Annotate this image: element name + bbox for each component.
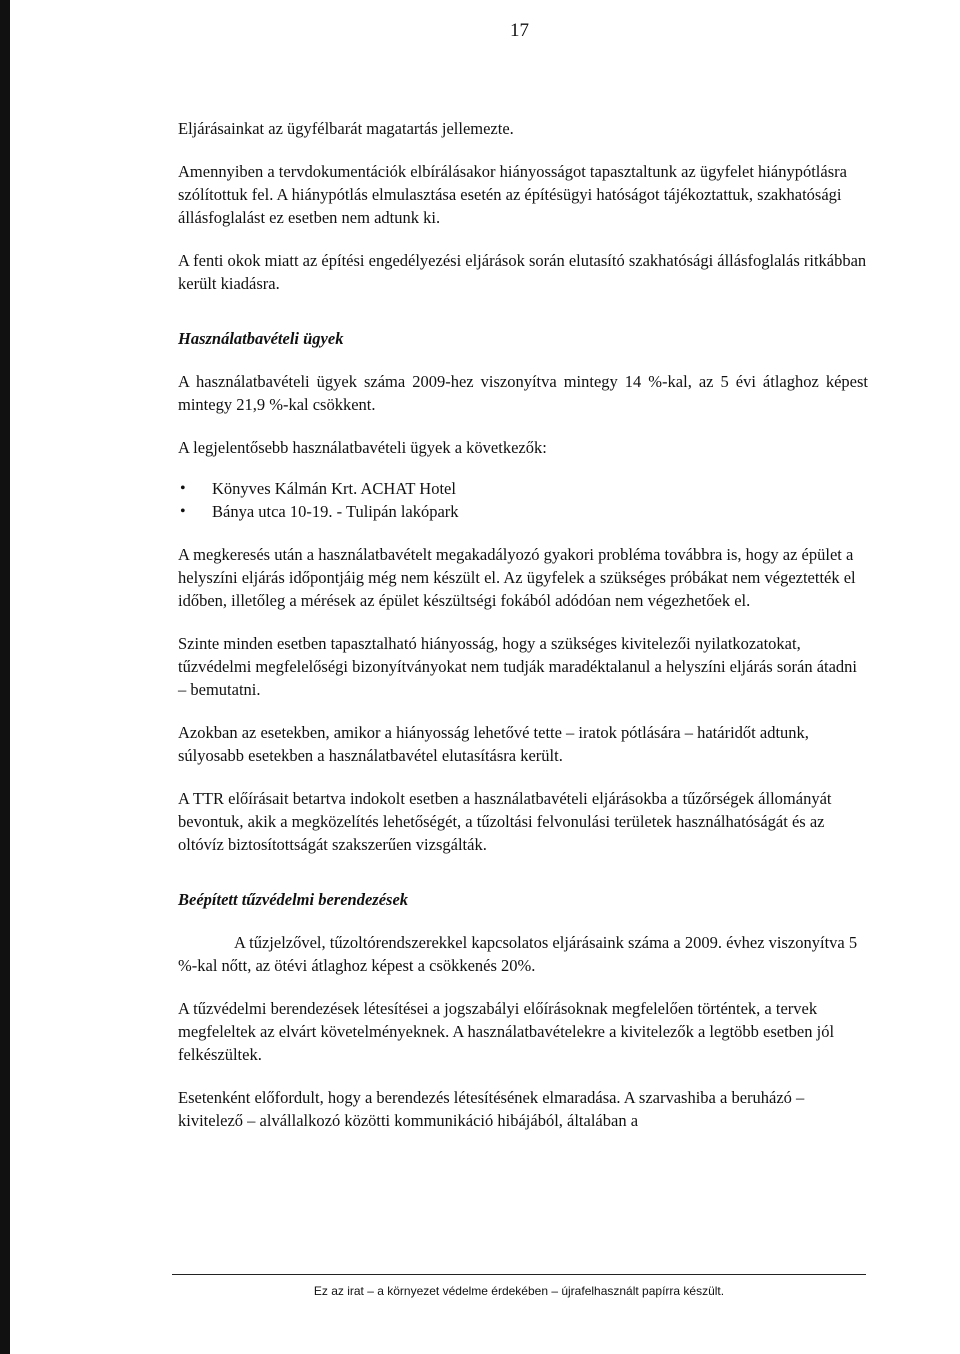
paragraph: A legjelentősebb használatbavételi ügyek a következők: — [178, 438, 547, 457]
paragraph: A használatbavételi ügyek száma 2009-hez viszonyítva mintegy 14 %-kal, az 5 évi átlaghoz képest mintegy 21,9 %-kal csökkent. — [178, 372, 868, 414]
paragraph: A tűzjelzővel, tűzoltórendszerekkel kapcsolatos eljárásaink száma a 2009. évhez viszonyítva 5 %-kal nőtt, az ötévi átlaghoz képest a csökkenés 20%. — [178, 933, 858, 975]
section-heading: Használatbavételi ügyek — [178, 329, 344, 348]
paragraph: A megkeresés után a használatbavételt megakadályozó gyakori probléma továbbra is, hogy az épület a helyszíni eljárás időpontjáig még nem készült el. Az ügyfelek a szükséges próbákat nem végeztették el időben, illetőleg a mérések az épület készültségi fokából adódóan nem végezhetőek el. — [178, 545, 856, 610]
list-item: • Könyves Kálmán Krt. ACHAT Hotel — [212, 477, 868, 500]
document-body — [178, 117, 868, 1132]
bullet-list — [178, 477, 868, 523]
paragraph: Azokban az esetekben, amikor a hiányosság lehetővé tette – iratok pótlására – határidőt adtunk, súlyosabb esetekben a használatbavétel elutasításra került. — [178, 723, 809, 765]
paragraph: Eljárásainkat az ügyfélbarát magatartás jellemezte. — [178, 119, 514, 138]
paragraph: A tűzvédelmi berendezések létesítései a jogszabályi előírásoknak megfelelően történtek, a tervek megfeleltek az elvárt követelményeknek. A használatbavételekre a kivitelezők a legtöbb esetben jól felkészültek. — [178, 999, 835, 1064]
page-number: 17 — [510, 20, 529, 41]
list-item: • Bánya utca 10-19. - Tulipán lakópark — [212, 500, 868, 523]
section-heading: Beépített tűzvédelmi berendezések — [178, 890, 409, 909]
paragraph: Esetenként előfordult, hogy a berendezés létesítésének elmaradása. A szarvashiba a beruházó – kivitelező – alvállalkozó közötti kommunikáció hibájából, általában a — [178, 1088, 805, 1130]
paragraph: Amennyiben a tervdokumentációk elbírálásakor hiányosságot tapasztaltunk az ügyfelet hiánypótlásra szólítottuk fel. A hiánypótlás elmulasztása esetén az építésügyi hatóságot tájékoztattuk, szakhatósági állásfoglalást ez esetben nem adtunk ki. — [178, 162, 847, 227]
footer-divider — [172, 1274, 866, 1275]
footer-note: Ez az irat – a környezet védelme érdekében – újrafelhasznált papírra készült. — [313, 1284, 725, 1298]
paragraph: Szinte minden esetben tapasztalható hiányosság, hogy a szükséges kivitelezői nyilatkozatokat, tűzvédelmi megfelelőségi bizonyítványokat nem tudják maradéktalanul a helyszíni eljárás során átadni – bemutatni. — [178, 634, 858, 699]
paragraph: A TTR előírásait betartva indokolt esetben a használatbavételi eljárásokba a tűzőrségek állományát bevontuk, akik a megközelítés lehetőségét, a tűzoltási felvonulási területek használhatóságát és az oltóvíz biztosítottságát szakszerűen vizsgálták. — [178, 789, 832, 854]
scan-edge — [0, 0, 10, 1354]
paragraph: A fenti okok miatt az építési engedélyezési eljárások során elutasító szakhatósági állásfoglalás ritkábban került kiadásra. — [178, 251, 867, 293]
